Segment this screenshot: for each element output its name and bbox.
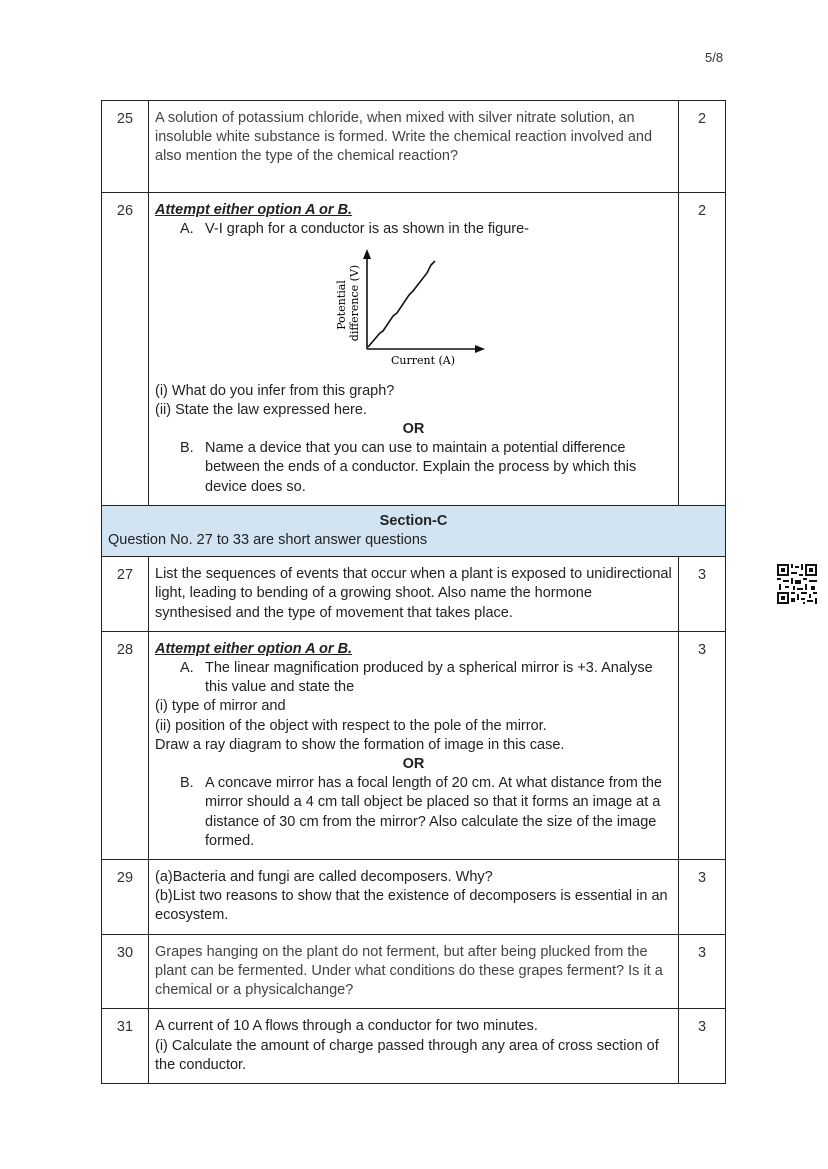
question-number: 30 bbox=[102, 934, 149, 1009]
attempt-instruction: Attempt either option A or B. bbox=[155, 640, 353, 657]
option-b bbox=[155, 439, 672, 497]
question-row-31 bbox=[102, 1009, 726, 1084]
question-row-26 bbox=[102, 193, 726, 506]
y-axis-label-line1: Potential bbox=[335, 280, 348, 331]
sub-question-ii: (ii) State the law expressed here. bbox=[155, 401, 367, 418]
or-separator: OR bbox=[402, 756, 425, 773]
question-row-27 bbox=[102, 557, 726, 632]
sub-question-ii: (ii) position of the object with respect to the pole of the mirror. bbox=[155, 717, 547, 734]
question-row-28 bbox=[102, 631, 726, 859]
question-row-29 bbox=[102, 860, 726, 935]
question-text bbox=[149, 860, 679, 935]
option-b-label: B. bbox=[180, 440, 194, 457]
section-c-header bbox=[102, 505, 726, 556]
or-separator: OR bbox=[402, 421, 425, 438]
question-marks: 2 bbox=[679, 193, 726, 506]
question-text bbox=[149, 934, 679, 1009]
x-axis-label: Current (A) bbox=[390, 354, 456, 368]
question-number: 28 bbox=[102, 631, 149, 859]
question-number: 31 bbox=[102, 1009, 149, 1084]
section-title: Section-C bbox=[379, 512, 448, 529]
question-27-text: List the sequences of events that occur when a plant is exposed to unidirectional light, leading to bending of a growing shoot. Also name the hormone synthesised and the type of movement that takes place. bbox=[155, 566, 672, 621]
option-a bbox=[155, 220, 672, 239]
vi-graph-figure bbox=[155, 243, 672, 373]
question-number: 26 bbox=[102, 193, 149, 506]
draw-instruction: Draw a ray diagram to show the formation of image in this case. bbox=[155, 736, 565, 753]
page-number: 5/8 bbox=[705, 50, 724, 65]
vi-graph bbox=[335, 243, 495, 367]
x-axis-arrow-icon bbox=[475, 345, 485, 353]
question-29-part-a: (a)Bacteria and fungi are called decomposers. Why? bbox=[155, 869, 493, 886]
question-text bbox=[149, 557, 679, 632]
sub-question-i: (i) What do you infer from this graph? bbox=[155, 382, 395, 399]
option-a-label: A. bbox=[180, 660, 194, 677]
question-number: 25 bbox=[102, 101, 149, 193]
question-text bbox=[149, 193, 679, 506]
question-row-30 bbox=[102, 934, 726, 1009]
question-number: 29 bbox=[102, 860, 149, 935]
question-marks: 3 bbox=[679, 557, 726, 632]
option-b bbox=[155, 774, 672, 851]
qr-code-icon bbox=[777, 564, 817, 604]
option-b-text: A concave mirror has a focal length of 20 cm. At what distance from the mirror should a 4 cm tall object be placed so that it forms an image at a distance of 30 cm from the mirror? Also calculate the size of the image formed. bbox=[205, 775, 662, 849]
y-axis-label-line2: difference (V) bbox=[348, 265, 361, 342]
option-a-text: The linear magnification produced by a spherical mirror is +3. Analyse this value and state the bbox=[205, 660, 653, 696]
question-marks: 3 bbox=[679, 860, 726, 935]
question-text bbox=[149, 631, 679, 859]
section-c-cell bbox=[102, 505, 726, 556]
question-row-25 bbox=[102, 101, 726, 193]
question-25-text: A solution of potassium chloride, when mixed with silver nitrate solution, an insoluble white substance is formed. Write the chemical reaction involved and also mention the type of the chemical reaction? bbox=[155, 110, 653, 165]
y-axis-arrow-icon bbox=[363, 249, 371, 259]
question-number: 27 bbox=[102, 557, 149, 632]
question-31-line-2: (i) Calculate the amount of charge passed through any area of cross section of the conductor. bbox=[155, 1037, 659, 1073]
option-a bbox=[155, 659, 672, 697]
sub-question-i: (i) type of mirror and bbox=[155, 698, 286, 715]
attempt-instruction: Attempt either option A or B. bbox=[155, 202, 353, 218]
question-marks: 2 bbox=[679, 101, 726, 193]
question-table bbox=[101, 100, 726, 1084]
section-subtitle: Question No. 27 to 33 are short answer questions bbox=[108, 532, 428, 549]
option-b-text: Name a device that you can use to maintain a potential difference between the ends of a conductor. Explain the process by which this device does so. bbox=[205, 440, 637, 495]
question-text bbox=[149, 101, 679, 193]
question-30-text: Grapes hanging on the plant do not ferment, but after being plucked from the plant can be fermented. Under what conditions do these grapes ferment? Is it a chemical or a physicalchange? bbox=[155, 943, 663, 999]
question-marks: 3 bbox=[679, 934, 726, 1009]
question-29-part-b: (b)List two reasons to show that the existence of decomposers is essential in an ecosystem. bbox=[155, 888, 668, 924]
question-31-line-1: A current of 10 A flows through a conductor for two minutes. bbox=[155, 1018, 538, 1035]
question-marks: 3 bbox=[679, 1009, 726, 1084]
option-b-label: B. bbox=[180, 775, 194, 792]
question-marks: 3 bbox=[679, 631, 726, 859]
question-text bbox=[149, 1009, 679, 1084]
option-a-text: V-I graph for a conductor is as shown in the figure- bbox=[205, 221, 530, 238]
option-a-label: A. bbox=[180, 221, 194, 238]
vi-line bbox=[368, 261, 435, 347]
